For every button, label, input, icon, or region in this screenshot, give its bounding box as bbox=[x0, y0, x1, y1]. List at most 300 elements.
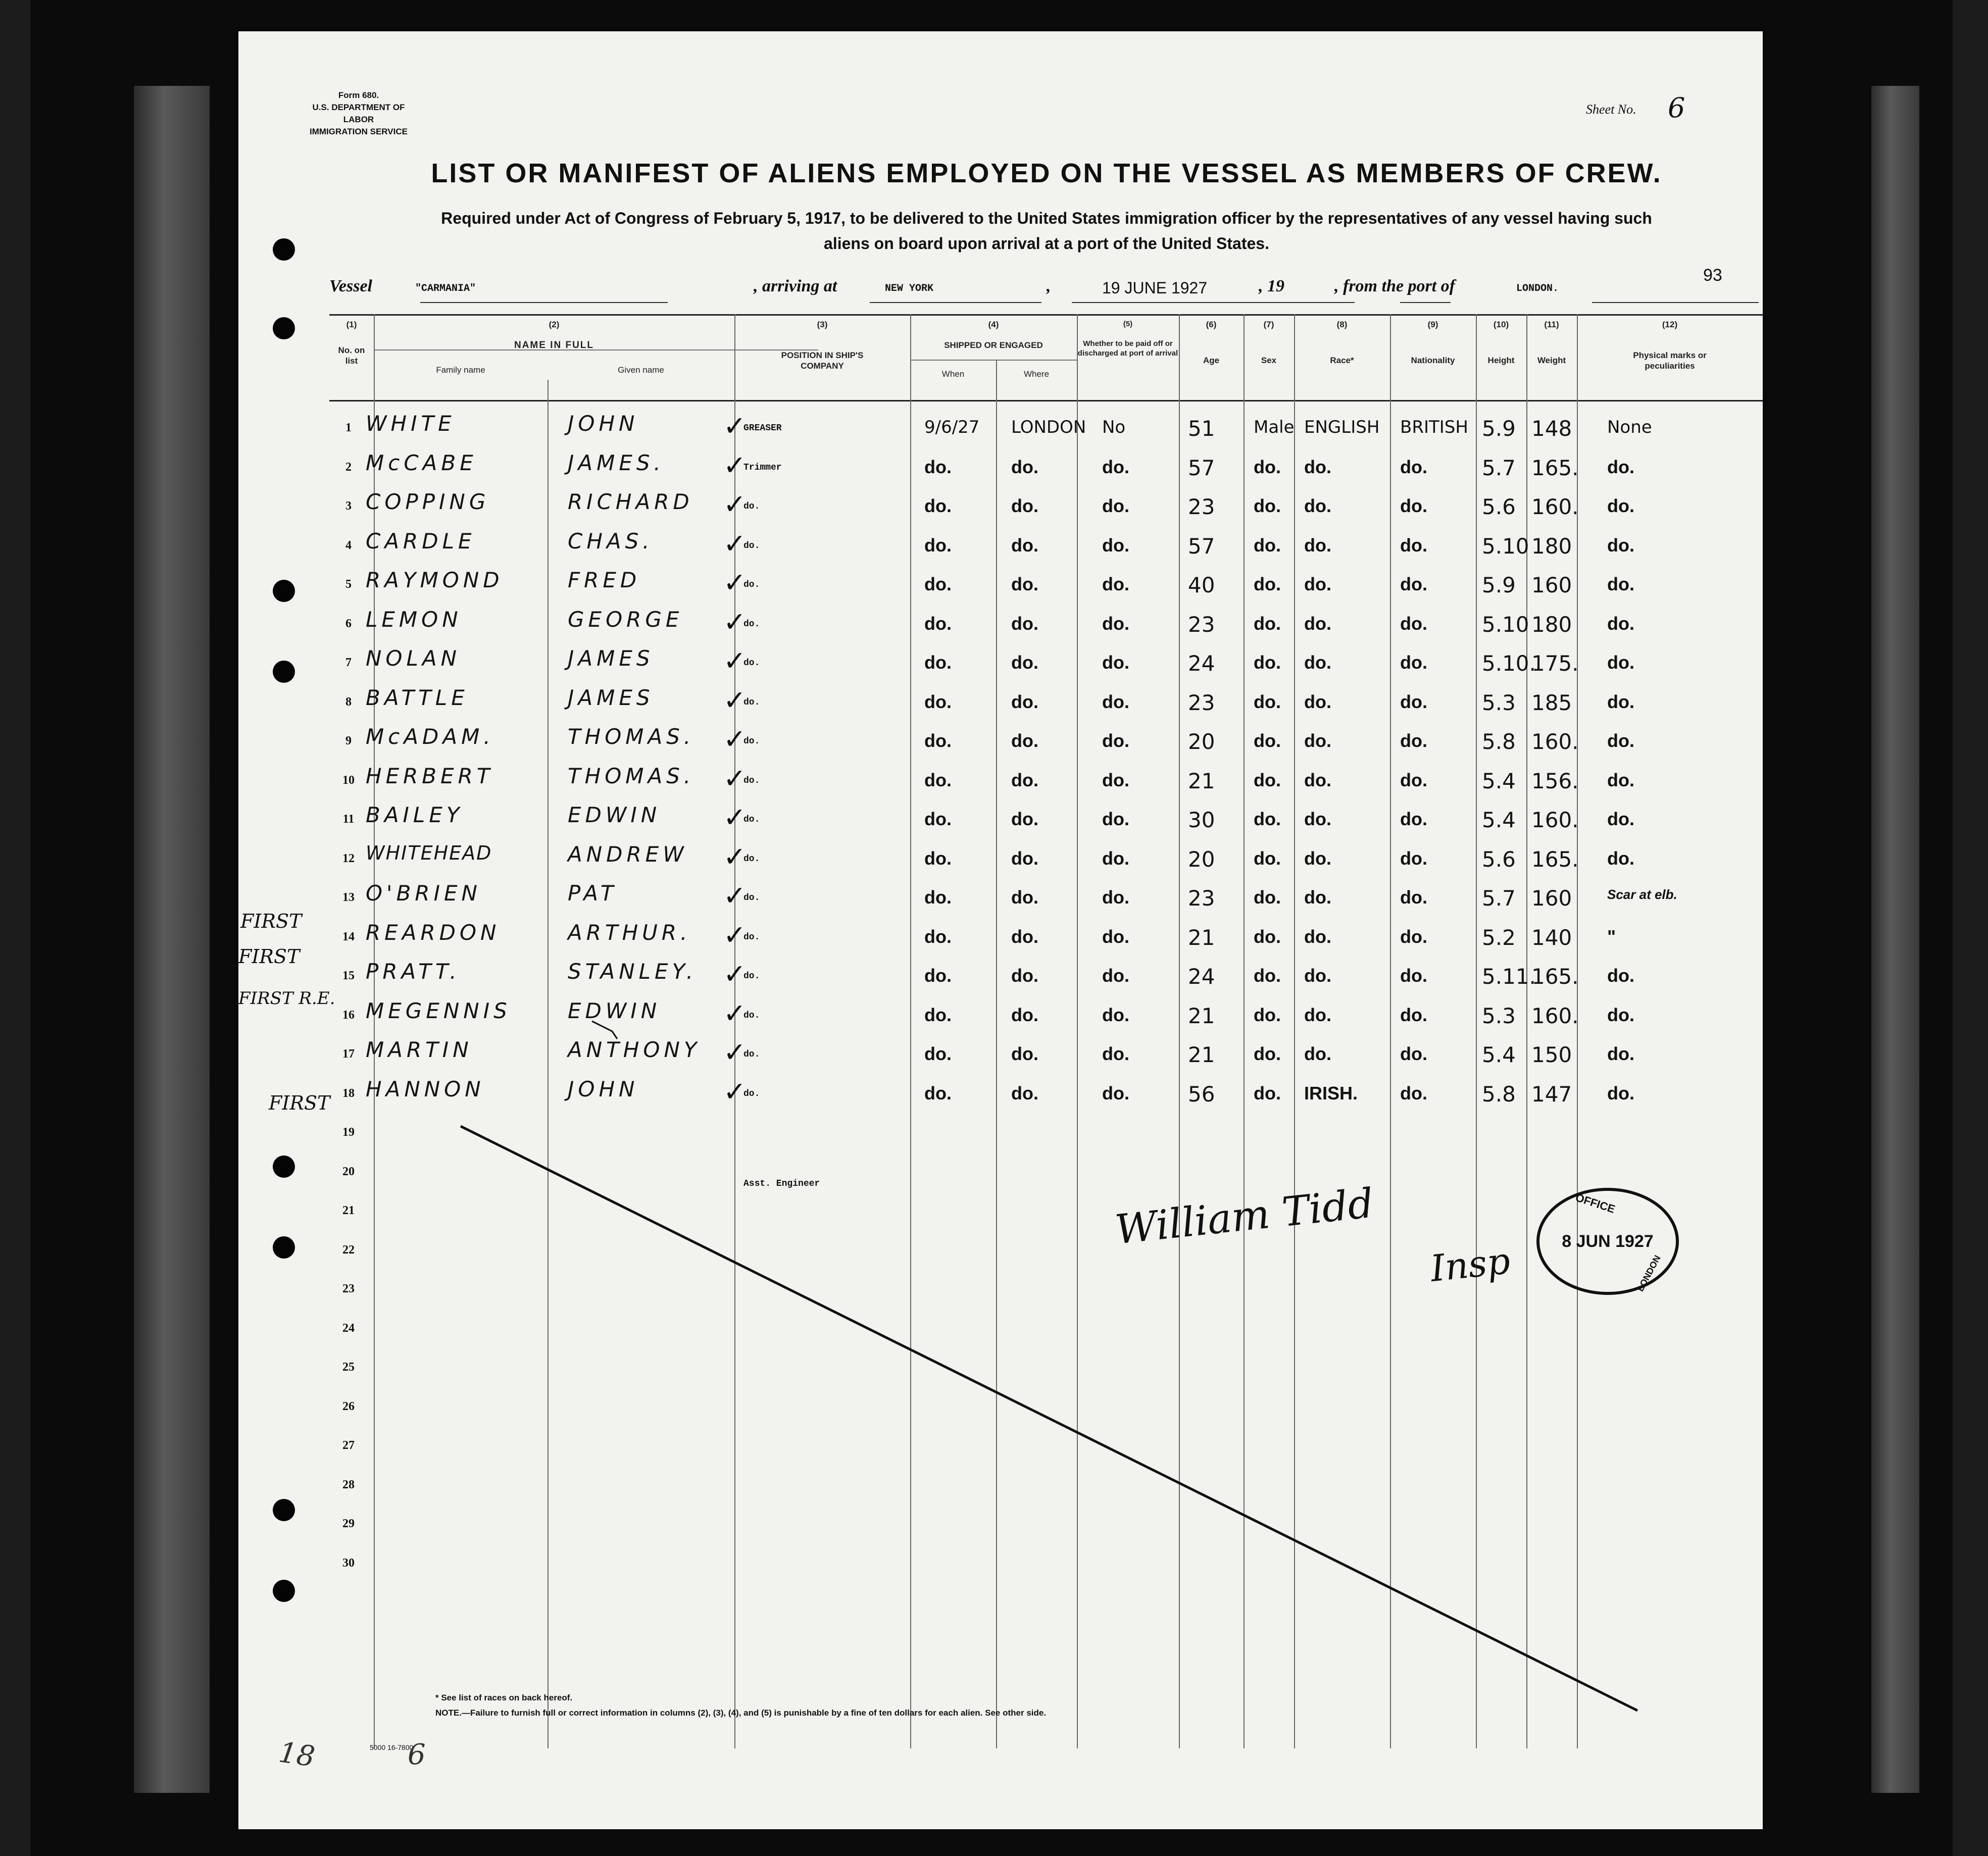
race: do. bbox=[1304, 495, 1331, 516]
height: 5.8 bbox=[1482, 729, 1516, 754]
family-name: RAYMOND bbox=[366, 568, 504, 592]
given-name: JOHN bbox=[568, 411, 639, 436]
manifest-sheet bbox=[238, 31, 1763, 1829]
race: do. bbox=[1304, 1004, 1331, 1025]
race: do. bbox=[1304, 691, 1331, 712]
family-name: REARDON bbox=[366, 920, 501, 945]
given-name: ANTHONY bbox=[568, 1037, 701, 1062]
height: 5.3 bbox=[1482, 1003, 1516, 1028]
race: do. bbox=[1304, 926, 1331, 947]
col-7-head: (7) Sex bbox=[1261, 320, 1277, 365]
position: do. bbox=[743, 540, 760, 551]
position: GREASER bbox=[743, 423, 782, 433]
office-stamp bbox=[1536, 1188, 1679, 1295]
family-name: MARTIN bbox=[366, 1037, 473, 1062]
family-name: MEGENNIS bbox=[366, 998, 511, 1023]
department-name: U.S. DEPARTMENT OF LABOR bbox=[312, 103, 405, 124]
shipped-where: LONDON bbox=[1011, 417, 1086, 437]
adjacent-page-strip-left bbox=[134, 86, 210, 1793]
row-number: 28 bbox=[342, 1478, 355, 1491]
position: do. bbox=[743, 736, 760, 746]
row-number: 1 bbox=[345, 421, 352, 434]
row-number: 8 bbox=[345, 695, 352, 709]
stamp-date: 8 JUN 1927 bbox=[1562, 1231, 1654, 1251]
paid-off: do. bbox=[1102, 495, 1129, 516]
age: 21 bbox=[1188, 1003, 1215, 1028]
race: do. bbox=[1304, 456, 1331, 477]
col-5-head: (5) Whether to be paid off or discharged at port of arrival bbox=[1077, 320, 1178, 358]
nationality: do. bbox=[1400, 769, 1427, 790]
sex: do. bbox=[1254, 652, 1281, 673]
weight: 165. bbox=[1531, 964, 1579, 989]
row-number: 4 bbox=[345, 538, 352, 552]
check-mark: ✓ bbox=[723, 684, 747, 716]
height: 5.9 bbox=[1482, 573, 1516, 597]
height: 5.10. bbox=[1482, 651, 1536, 676]
paid-off: do. bbox=[1102, 691, 1129, 712]
nationality: do. bbox=[1400, 965, 1427, 986]
check-mark: ✓ bbox=[723, 410, 747, 442]
nationality: do. bbox=[1400, 574, 1427, 594]
paid-off: do. bbox=[1102, 809, 1129, 829]
position: do. bbox=[743, 971, 760, 981]
family-name: WHITE bbox=[366, 411, 456, 436]
position: do. bbox=[743, 619, 760, 629]
physical-marks: do. bbox=[1607, 1004, 1634, 1025]
row-number: 15 bbox=[342, 969, 355, 982]
check-mark: ✓ bbox=[723, 488, 747, 520]
stamp-bottom-text: LONDON bbox=[1635, 1253, 1663, 1293]
nationality: do. bbox=[1400, 495, 1427, 516]
sex: do. bbox=[1254, 965, 1281, 986]
weight: 165. bbox=[1531, 846, 1579, 872]
cancellation-line bbox=[238, 31, 1763, 1829]
paid-off: do. bbox=[1102, 1082, 1129, 1103]
row-number: 22 bbox=[342, 1243, 355, 1257]
given-name: JAMES bbox=[568, 685, 654, 710]
col-2b-head: Given name bbox=[618, 365, 664, 375]
age: 24 bbox=[1188, 964, 1215, 989]
sex: do. bbox=[1254, 847, 1281, 869]
shipped-where: do. bbox=[1011, 1082, 1038, 1103]
weight: 147 bbox=[1531, 1081, 1572, 1107]
given-name: STANLEY. bbox=[568, 959, 698, 984]
weight: 180 bbox=[1531, 533, 1572, 559]
row-number: 7 bbox=[345, 656, 352, 669]
age: 23 bbox=[1188, 690, 1215, 715]
given-name: THOMAS. bbox=[568, 763, 695, 788]
nationality: do. bbox=[1400, 809, 1427, 829]
shipped-when: do. bbox=[924, 495, 952, 516]
race: do. bbox=[1304, 613, 1331, 634]
margin-note: FIRST bbox=[269, 1092, 330, 1114]
physical-marks: do. bbox=[1607, 574, 1634, 594]
sex: do. bbox=[1254, 574, 1281, 594]
family-name: BATTLE bbox=[366, 685, 469, 710]
nationality: do. bbox=[1400, 926, 1427, 947]
film-edge-right bbox=[1953, 0, 1988, 1856]
paid-off: do. bbox=[1102, 534, 1129, 556]
weight: 180 bbox=[1531, 612, 1572, 637]
paid-off: do. bbox=[1102, 456, 1129, 477]
position: do. bbox=[743, 1088, 760, 1099]
arrival-date: 19 JUNE 1927 bbox=[1102, 279, 1208, 297]
sex: do. bbox=[1254, 769, 1281, 790]
age: 56 bbox=[1188, 1081, 1215, 1107]
physical-marks: " bbox=[1607, 926, 1616, 947]
vessel-label: Vessel bbox=[329, 277, 372, 295]
nationality: do. bbox=[1400, 730, 1427, 751]
paid-off: do. bbox=[1102, 652, 1129, 673]
shipped-where: do. bbox=[1011, 1004, 1038, 1025]
from-port-label: , from the port of bbox=[1334, 277, 1455, 295]
shipped-where: do. bbox=[1011, 887, 1038, 908]
sex: do. bbox=[1254, 691, 1281, 712]
row-number: 14 bbox=[342, 930, 355, 943]
row-number: 27 bbox=[342, 1439, 355, 1452]
row-number: 16 bbox=[342, 1008, 355, 1022]
col-2-head: (2) NAME IN FULL bbox=[514, 320, 594, 350]
age: 20 bbox=[1188, 729, 1215, 754]
nationality: do. bbox=[1400, 691, 1427, 712]
physical-marks: do. bbox=[1607, 691, 1634, 712]
race: do. bbox=[1304, 574, 1331, 594]
paid-off: do. bbox=[1102, 887, 1129, 908]
row-number: 11 bbox=[342, 813, 355, 826]
sex: do. bbox=[1254, 495, 1281, 516]
shipped-where: do. bbox=[1011, 965, 1038, 986]
subtitle-line-2: aliens on board upon arrival at a port of the United States. bbox=[824, 234, 1269, 253]
position: Trimmer bbox=[743, 462, 782, 473]
nationality: do. bbox=[1400, 1004, 1427, 1025]
height: 5.4 bbox=[1482, 808, 1516, 832]
given-name: ARTHUR. bbox=[568, 920, 691, 945]
race: do. bbox=[1304, 847, 1331, 869]
shipped-where: do. bbox=[1011, 769, 1038, 790]
check-mark: ✓ bbox=[723, 880, 747, 912]
col-9-head: (9) Nationality bbox=[1411, 320, 1455, 365]
paid-off: do. bbox=[1102, 730, 1129, 751]
vessel-line: Vessel "CARMANIA" , arriving at NEW YORK , 19 JUNE 1927 , 19 , from the port of LONDON. 93 bbox=[329, 266, 1722, 297]
age: 23 bbox=[1188, 494, 1215, 519]
physical-marks: do. bbox=[1607, 1043, 1634, 1064]
sex: do. bbox=[1254, 456, 1281, 477]
age: 40 bbox=[1188, 573, 1215, 597]
check-mark: ✓ bbox=[723, 997, 747, 1029]
shipped-when: do. bbox=[924, 456, 952, 477]
check-mark: ✓ bbox=[723, 840, 747, 873]
age: 21 bbox=[1188, 1042, 1215, 1067]
sex: do. bbox=[1254, 1004, 1281, 1025]
sex: do. bbox=[1254, 613, 1281, 634]
row-number: 13 bbox=[342, 891, 355, 904]
nationality: do. bbox=[1400, 456, 1427, 477]
row-number: 23 bbox=[342, 1282, 355, 1295]
sex: do. bbox=[1254, 1082, 1281, 1103]
sex: do. bbox=[1254, 887, 1281, 908]
row-number: 12 bbox=[342, 851, 355, 865]
from-port: LONDON. bbox=[1516, 283, 1559, 294]
position: do. bbox=[743, 697, 760, 708]
shipped-where: do. bbox=[1011, 926, 1038, 947]
row-number: 21 bbox=[342, 1204, 355, 1217]
family-name: McCABE bbox=[366, 450, 477, 475]
check-mark: ✓ bbox=[723, 527, 747, 560]
weight: 160 bbox=[1531, 886, 1572, 911]
shipped-where: do. bbox=[1011, 847, 1038, 869]
row-number: 10 bbox=[342, 773, 355, 787]
check-mark: ✓ bbox=[723, 919, 747, 951]
sex: do. bbox=[1254, 534, 1281, 556]
paid-off: No bbox=[1102, 417, 1126, 437]
row-number: 17 bbox=[342, 1047, 355, 1061]
given-name: JOHN bbox=[568, 1076, 639, 1101]
weight: 150 bbox=[1531, 1042, 1572, 1067]
penalty-note: NOTE.—Failure to furnish full or correct information in columns (2), (3), (4), and (5) is punishable by a fine of ten dollars for each alien. See other side. bbox=[435, 1708, 1047, 1718]
row-number: 9 bbox=[345, 734, 352, 747]
weight: 165. bbox=[1531, 455, 1579, 480]
physical-marks: do. bbox=[1607, 1082, 1634, 1103]
col-10-head: (10) Height bbox=[1487, 320, 1515, 365]
shipped-when: 9/6/27 bbox=[924, 417, 980, 437]
row-number: 26 bbox=[342, 1399, 355, 1413]
race: do. bbox=[1304, 769, 1331, 790]
height: 5.8 bbox=[1482, 1081, 1516, 1107]
family-name: HANNON bbox=[366, 1076, 485, 1101]
weight: 160. bbox=[1531, 808, 1579, 832]
check-mark: ✓ bbox=[723, 1075, 747, 1108]
shipped-when: do. bbox=[924, 1043, 952, 1064]
race: do. bbox=[1304, 534, 1331, 556]
shipped-where: do. bbox=[1011, 652, 1038, 673]
age: 21 bbox=[1188, 925, 1215, 950]
col-8-head: (8) Race* bbox=[1330, 320, 1354, 365]
col-2a-head: Family name bbox=[436, 365, 485, 375]
manifest-number: 93 bbox=[1703, 266, 1722, 285]
physical-marks: do. bbox=[1607, 730, 1634, 751]
shipped-where: do. bbox=[1011, 456, 1038, 477]
position: do. bbox=[743, 854, 760, 864]
height: 5.7 bbox=[1482, 886, 1516, 911]
family-name: O'BRIEN bbox=[366, 881, 481, 906]
shipped-where: do. bbox=[1011, 809, 1038, 829]
physical-marks: do. bbox=[1607, 847, 1634, 869]
age: 21 bbox=[1188, 768, 1215, 793]
age: 57 bbox=[1188, 533, 1215, 559]
age: 20 bbox=[1188, 846, 1215, 872]
family-name: NOLAN bbox=[366, 646, 461, 671]
physical-marks: do. bbox=[1607, 769, 1634, 790]
race: do. bbox=[1304, 965, 1331, 986]
race: do. bbox=[1304, 730, 1331, 751]
shipped-where: do. bbox=[1011, 730, 1038, 751]
weight: 160. bbox=[1531, 1003, 1579, 1028]
row-number: 6 bbox=[345, 617, 352, 630]
height: 5.10 bbox=[1482, 612, 1529, 637]
weight: 140 bbox=[1531, 925, 1572, 950]
margin-note: FIRST bbox=[238, 945, 300, 968]
races-footnote: * See list of races on back hereof. bbox=[435, 1693, 573, 1702]
physical-marks: do. bbox=[1607, 652, 1634, 673]
given-name: GEORGE bbox=[568, 607, 683, 632]
position: do. bbox=[743, 775, 760, 786]
physical-marks: Scar at elb. bbox=[1607, 887, 1677, 902]
col-1-head: (1) No. on list bbox=[338, 320, 365, 366]
paid-off: do. bbox=[1102, 847, 1129, 869]
paid-off: do. bbox=[1102, 613, 1129, 634]
row-number: 18 bbox=[342, 1086, 355, 1100]
given-name: ANDREW bbox=[568, 841, 688, 867]
paid-off: do. bbox=[1102, 1004, 1129, 1025]
paid-off: do. bbox=[1102, 1043, 1129, 1064]
service-name: IMMIGRATION SERVICE bbox=[310, 127, 408, 136]
height: 5.4 bbox=[1482, 1042, 1516, 1067]
height: 5.3 bbox=[1482, 690, 1516, 715]
nationality: do. bbox=[1400, 534, 1427, 556]
age: 23 bbox=[1188, 612, 1215, 637]
position: do. bbox=[743, 501, 760, 512]
height: 5.10 bbox=[1482, 533, 1529, 559]
age: 51 bbox=[1188, 416, 1215, 441]
shipped-when: do. bbox=[924, 691, 952, 712]
row-number: 19 bbox=[342, 1126, 355, 1139]
nationality: do. bbox=[1400, 1082, 1427, 1103]
asst-engineer-note: Asst. Engineer bbox=[743, 1179, 820, 1189]
shipped-when: do. bbox=[924, 534, 952, 556]
document-title: LIST OR MANIFEST OF ALIENS EMPLOYED ON THE VESSEL AS MEMBERS OF CREW. bbox=[431, 158, 1662, 188]
height: 5.4 bbox=[1482, 768, 1516, 793]
physical-marks: None bbox=[1607, 417, 1652, 437]
given-name: PAT bbox=[568, 881, 618, 906]
physical-marks: do. bbox=[1607, 965, 1634, 986]
check-mark: ✓ bbox=[723, 958, 747, 990]
height: 5.11. bbox=[1482, 964, 1536, 989]
weight: 185 bbox=[1531, 690, 1572, 715]
given-name: FRED bbox=[568, 568, 641, 592]
row-number: 2 bbox=[345, 460, 352, 474]
given-name: EDWIN bbox=[568, 802, 661, 827]
check-mark: ✓ bbox=[723, 567, 747, 598]
check-mark: ✓ bbox=[723, 449, 747, 481]
physical-marks: do. bbox=[1607, 809, 1634, 829]
position: do. bbox=[743, 932, 760, 942]
year-label: , 19 bbox=[1259, 277, 1284, 295]
subtitle-line-1: Required under Act of Congress of February 5, 1917, to be delivered to the United States immigration officer by the representatives of any vessel having such bbox=[441, 209, 1652, 227]
row-number: 25 bbox=[342, 1361, 355, 1374]
race: do. bbox=[1304, 809, 1331, 829]
row-number: 3 bbox=[345, 499, 352, 513]
family-name: HERBERT bbox=[366, 763, 494, 788]
shipped-where: do. bbox=[1011, 534, 1038, 556]
paid-off: do. bbox=[1102, 769, 1129, 790]
col-4-head: (4) SHIPPED OR ENGAGED bbox=[944, 320, 1043, 350]
check-mark: ✓ bbox=[723, 1036, 747, 1068]
shipped-when: do. bbox=[924, 809, 952, 829]
nationality: do. bbox=[1400, 1043, 1427, 1064]
position: do. bbox=[743, 815, 760, 825]
family-name: CARDLE bbox=[366, 528, 476, 554]
physical-marks: do. bbox=[1607, 456, 1634, 477]
given-name: CHAS. bbox=[568, 528, 654, 554]
height: 5.6 bbox=[1482, 846, 1516, 872]
check-mark: ✓ bbox=[723, 801, 747, 833]
age: 24 bbox=[1188, 651, 1215, 676]
sex: do. bbox=[1254, 1043, 1281, 1064]
shipped-when: do. bbox=[924, 613, 952, 634]
weight: 175. bbox=[1531, 651, 1579, 676]
print-code: 5000 16-7800 bbox=[370, 1743, 414, 1751]
position: do. bbox=[743, 1010, 760, 1021]
shipped-where: do. bbox=[1011, 495, 1038, 516]
race: do. bbox=[1304, 652, 1331, 673]
vessel-name: "CARMANIA" bbox=[415, 283, 476, 294]
shipped-where: do. bbox=[1011, 613, 1038, 634]
check-mark: ✓ bbox=[723, 645, 747, 677]
age: 30 bbox=[1188, 808, 1215, 832]
weight: 148 bbox=[1531, 416, 1572, 441]
paid-off: do. bbox=[1102, 965, 1129, 986]
col-4a-head: When bbox=[941, 369, 965, 379]
nationality: do. bbox=[1400, 613, 1427, 634]
family-name: LEMON bbox=[366, 607, 462, 632]
height: 5.7 bbox=[1482, 455, 1516, 480]
weight: 160 bbox=[1531, 573, 1572, 597]
race: do. bbox=[1304, 887, 1331, 908]
race: ENGLISH bbox=[1304, 417, 1380, 437]
family-name: McADAM. bbox=[366, 724, 494, 749]
weight: 160. bbox=[1531, 729, 1579, 754]
inspector-title: Insp bbox=[1428, 1239, 1512, 1290]
check-mark: ✓ bbox=[723, 723, 747, 755]
sex: do. bbox=[1254, 809, 1281, 829]
given-name: THOMAS. bbox=[568, 724, 695, 749]
margin-note: FIRST R.E. bbox=[238, 988, 335, 1009]
sheet-number-label: Sheet No. bbox=[1586, 102, 1636, 117]
nationality: do. bbox=[1400, 652, 1427, 673]
family-name: BAILEY bbox=[366, 802, 464, 827]
given-name: EDWIN bbox=[568, 998, 661, 1023]
sex: do. bbox=[1254, 926, 1281, 947]
film-edge-left bbox=[0, 0, 30, 1856]
shipped-where: do. bbox=[1011, 1043, 1038, 1064]
race: do. bbox=[1304, 1043, 1331, 1064]
shipped-when: do. bbox=[924, 574, 952, 594]
form-number: Form 680. bbox=[338, 90, 379, 100]
row-number: 29 bbox=[342, 1517, 355, 1530]
family-name: PRATT. bbox=[366, 959, 461, 984]
position: do. bbox=[743, 893, 760, 903]
height: 5.6 bbox=[1482, 494, 1516, 519]
sex: do. bbox=[1254, 730, 1281, 751]
shipped-where: do. bbox=[1011, 574, 1038, 594]
weight: 160. bbox=[1531, 494, 1579, 519]
row-number: 5 bbox=[345, 578, 352, 591]
row-number: 24 bbox=[342, 1321, 355, 1335]
paid-off: do. bbox=[1102, 574, 1129, 594]
nationality: BRITISH bbox=[1400, 417, 1468, 437]
shipped-when: do. bbox=[924, 887, 952, 908]
family-name: COPPING bbox=[366, 489, 490, 514]
shipped-when: do. bbox=[924, 847, 952, 869]
shipped-when: do. bbox=[924, 965, 952, 986]
given-name: JAMES bbox=[568, 646, 654, 671]
shipped-when: do. bbox=[924, 1004, 952, 1025]
race: IRISH. bbox=[1304, 1082, 1358, 1103]
age: 23 bbox=[1188, 886, 1215, 911]
row-number: 20 bbox=[342, 1165, 355, 1178]
arriving-port: NEW YORK bbox=[885, 283, 934, 294]
position: do. bbox=[743, 580, 760, 590]
